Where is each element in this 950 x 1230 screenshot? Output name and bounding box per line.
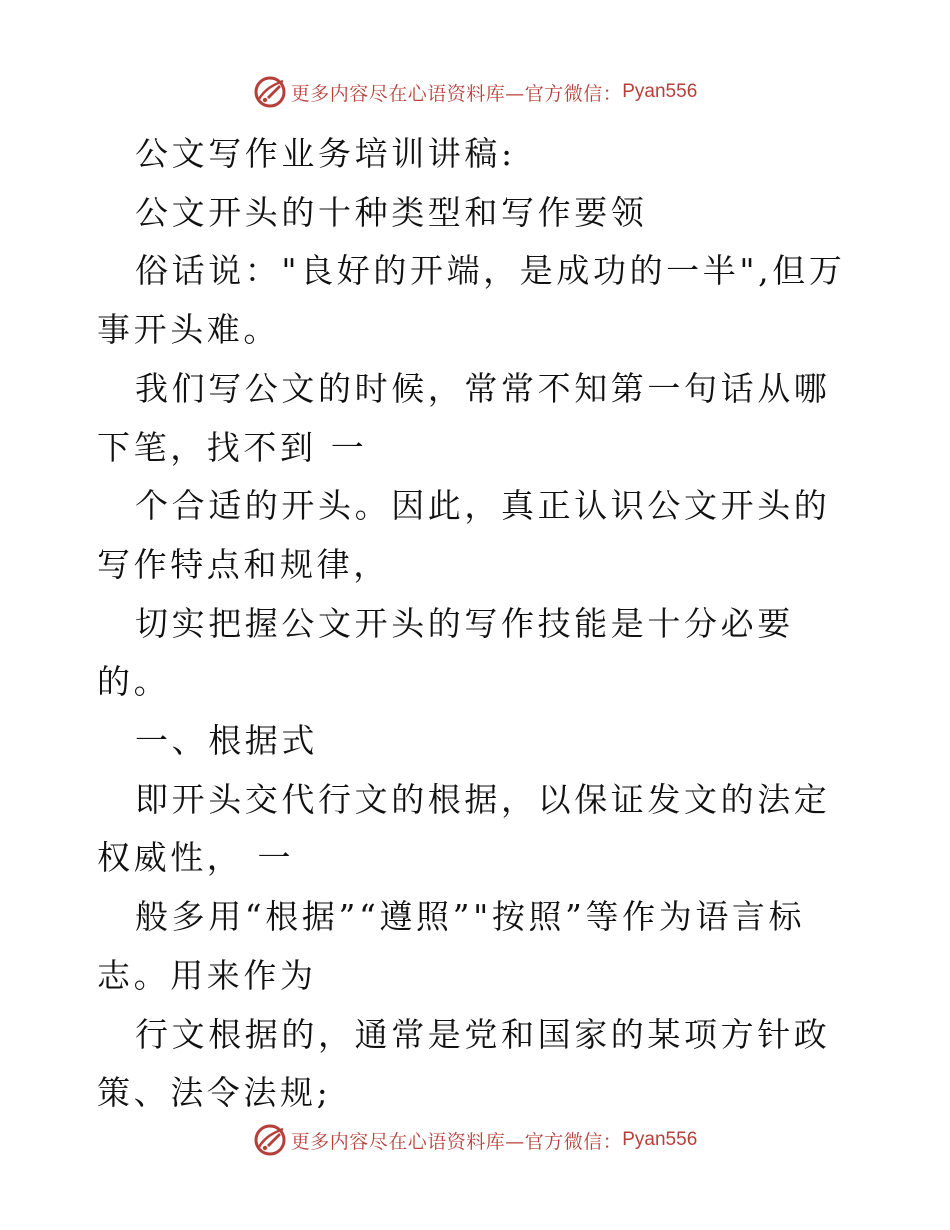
document-body xyxy=(97,125,857,1123)
banner-wechat-id: Pyan556 xyxy=(622,81,698,102)
banner-text: 更多内容尽在心语资料库—官方微信： xyxy=(290,82,623,105)
section-heading: 一、根据式 xyxy=(135,721,318,761)
paragraph: 切实把握公文开头的写作技能是十分必要的。 xyxy=(97,603,794,702)
paragraph: 行文根据的，通常是党和国家的某项方针政策、法令法规; xyxy=(97,1014,831,1113)
paragraph-subtitle: 公文开头的十种类型和写作要领 xyxy=(135,192,648,232)
pen-logo-icon xyxy=(253,75,287,109)
banner-text: 更多内容尽在心语资料库—官方微信： xyxy=(290,1130,623,1153)
banner-wechat-id: Pyan556 xyxy=(622,1129,698,1150)
paragraph-title: 公文写作业务培训讲稿: xyxy=(135,134,516,173)
paragraph: 即开头交代行文的根据，以保证发文的法定权威性， 一 xyxy=(97,779,831,878)
pen-logo-icon xyxy=(253,1123,287,1157)
paragraph: 般多用“根据”“遵照”"按照”等作为语言标志。用来作为 xyxy=(97,897,806,995)
paragraph: 我们写公文的时候，常常不知第一句话从哪下笔，找不到 一 xyxy=(97,368,831,467)
paragraph: 俗话说："良好的开端，是成功的一半",但万事开头难。 xyxy=(97,251,846,350)
footer-banner xyxy=(0,1120,950,1160)
paragraph: 个合适的开头。因此，真正认识公文开头的写作特点和规律， xyxy=(97,486,831,584)
header-banner xyxy=(0,72,950,112)
